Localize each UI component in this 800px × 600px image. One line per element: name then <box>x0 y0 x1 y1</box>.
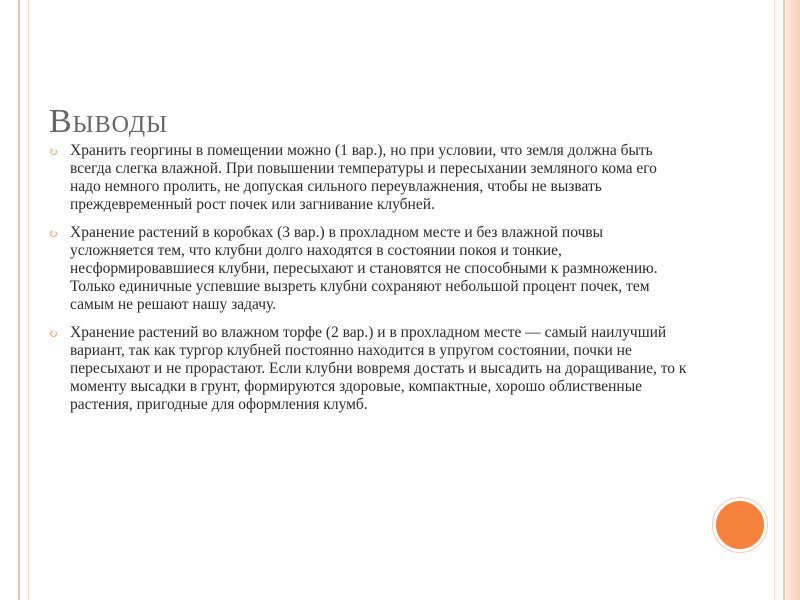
list-item <box>48 142 688 214</box>
list-item-text: Хранение растений в коробках (3 вар.) в прохладном месте и без влажной почвы усложняется тем, что клубни долго находятся в состоянии покоя и тонкие, несформировавшиеся клубни, пересыхают и становятся не способными к размножению. Только единичные успевшие вызреть клубни сохраняют небольшой процент почек, тем самым не решают нашу задачу. <box>70 224 658 313</box>
bullet-icon: ↻ <box>48 145 59 159</box>
list-item <box>48 224 688 314</box>
slide-edge-stripe <box>786 0 800 600</box>
bullet-icon: ↻ <box>48 227 59 241</box>
list-item-text: Хранение растений во влажном торфе (2 вар.) и в прохладном месте — самый наилучший вариант, так как тургор клубней постоянно находится в упругом состоянии, почки не пересыхают и не прорастают. Если клубни вовремя достать и высадить на доращивание, то к моменту высадки в грунт, формируются здоровые, компактные, хорошо облиственные растения, пригодные для оформления клумб. <box>70 324 687 413</box>
list-item-text: Хранить георгины в помещении можно (1 вар.), но при условии, что земля должна быть всегда слегка влажной. При повышении температуры и пересыхании земляного кома его надо немного пролить, не допуская сильного переувлажнения, чтобы не вызвать преждевременный рост почек или загнивание клубней. <box>70 142 657 213</box>
decorative-circle <box>713 498 767 552</box>
bullet-icon: ↻ <box>48 327 59 341</box>
bullet-list <box>48 142 688 424</box>
slide-title: Выводы <box>49 102 169 140</box>
list-item <box>48 324 688 414</box>
